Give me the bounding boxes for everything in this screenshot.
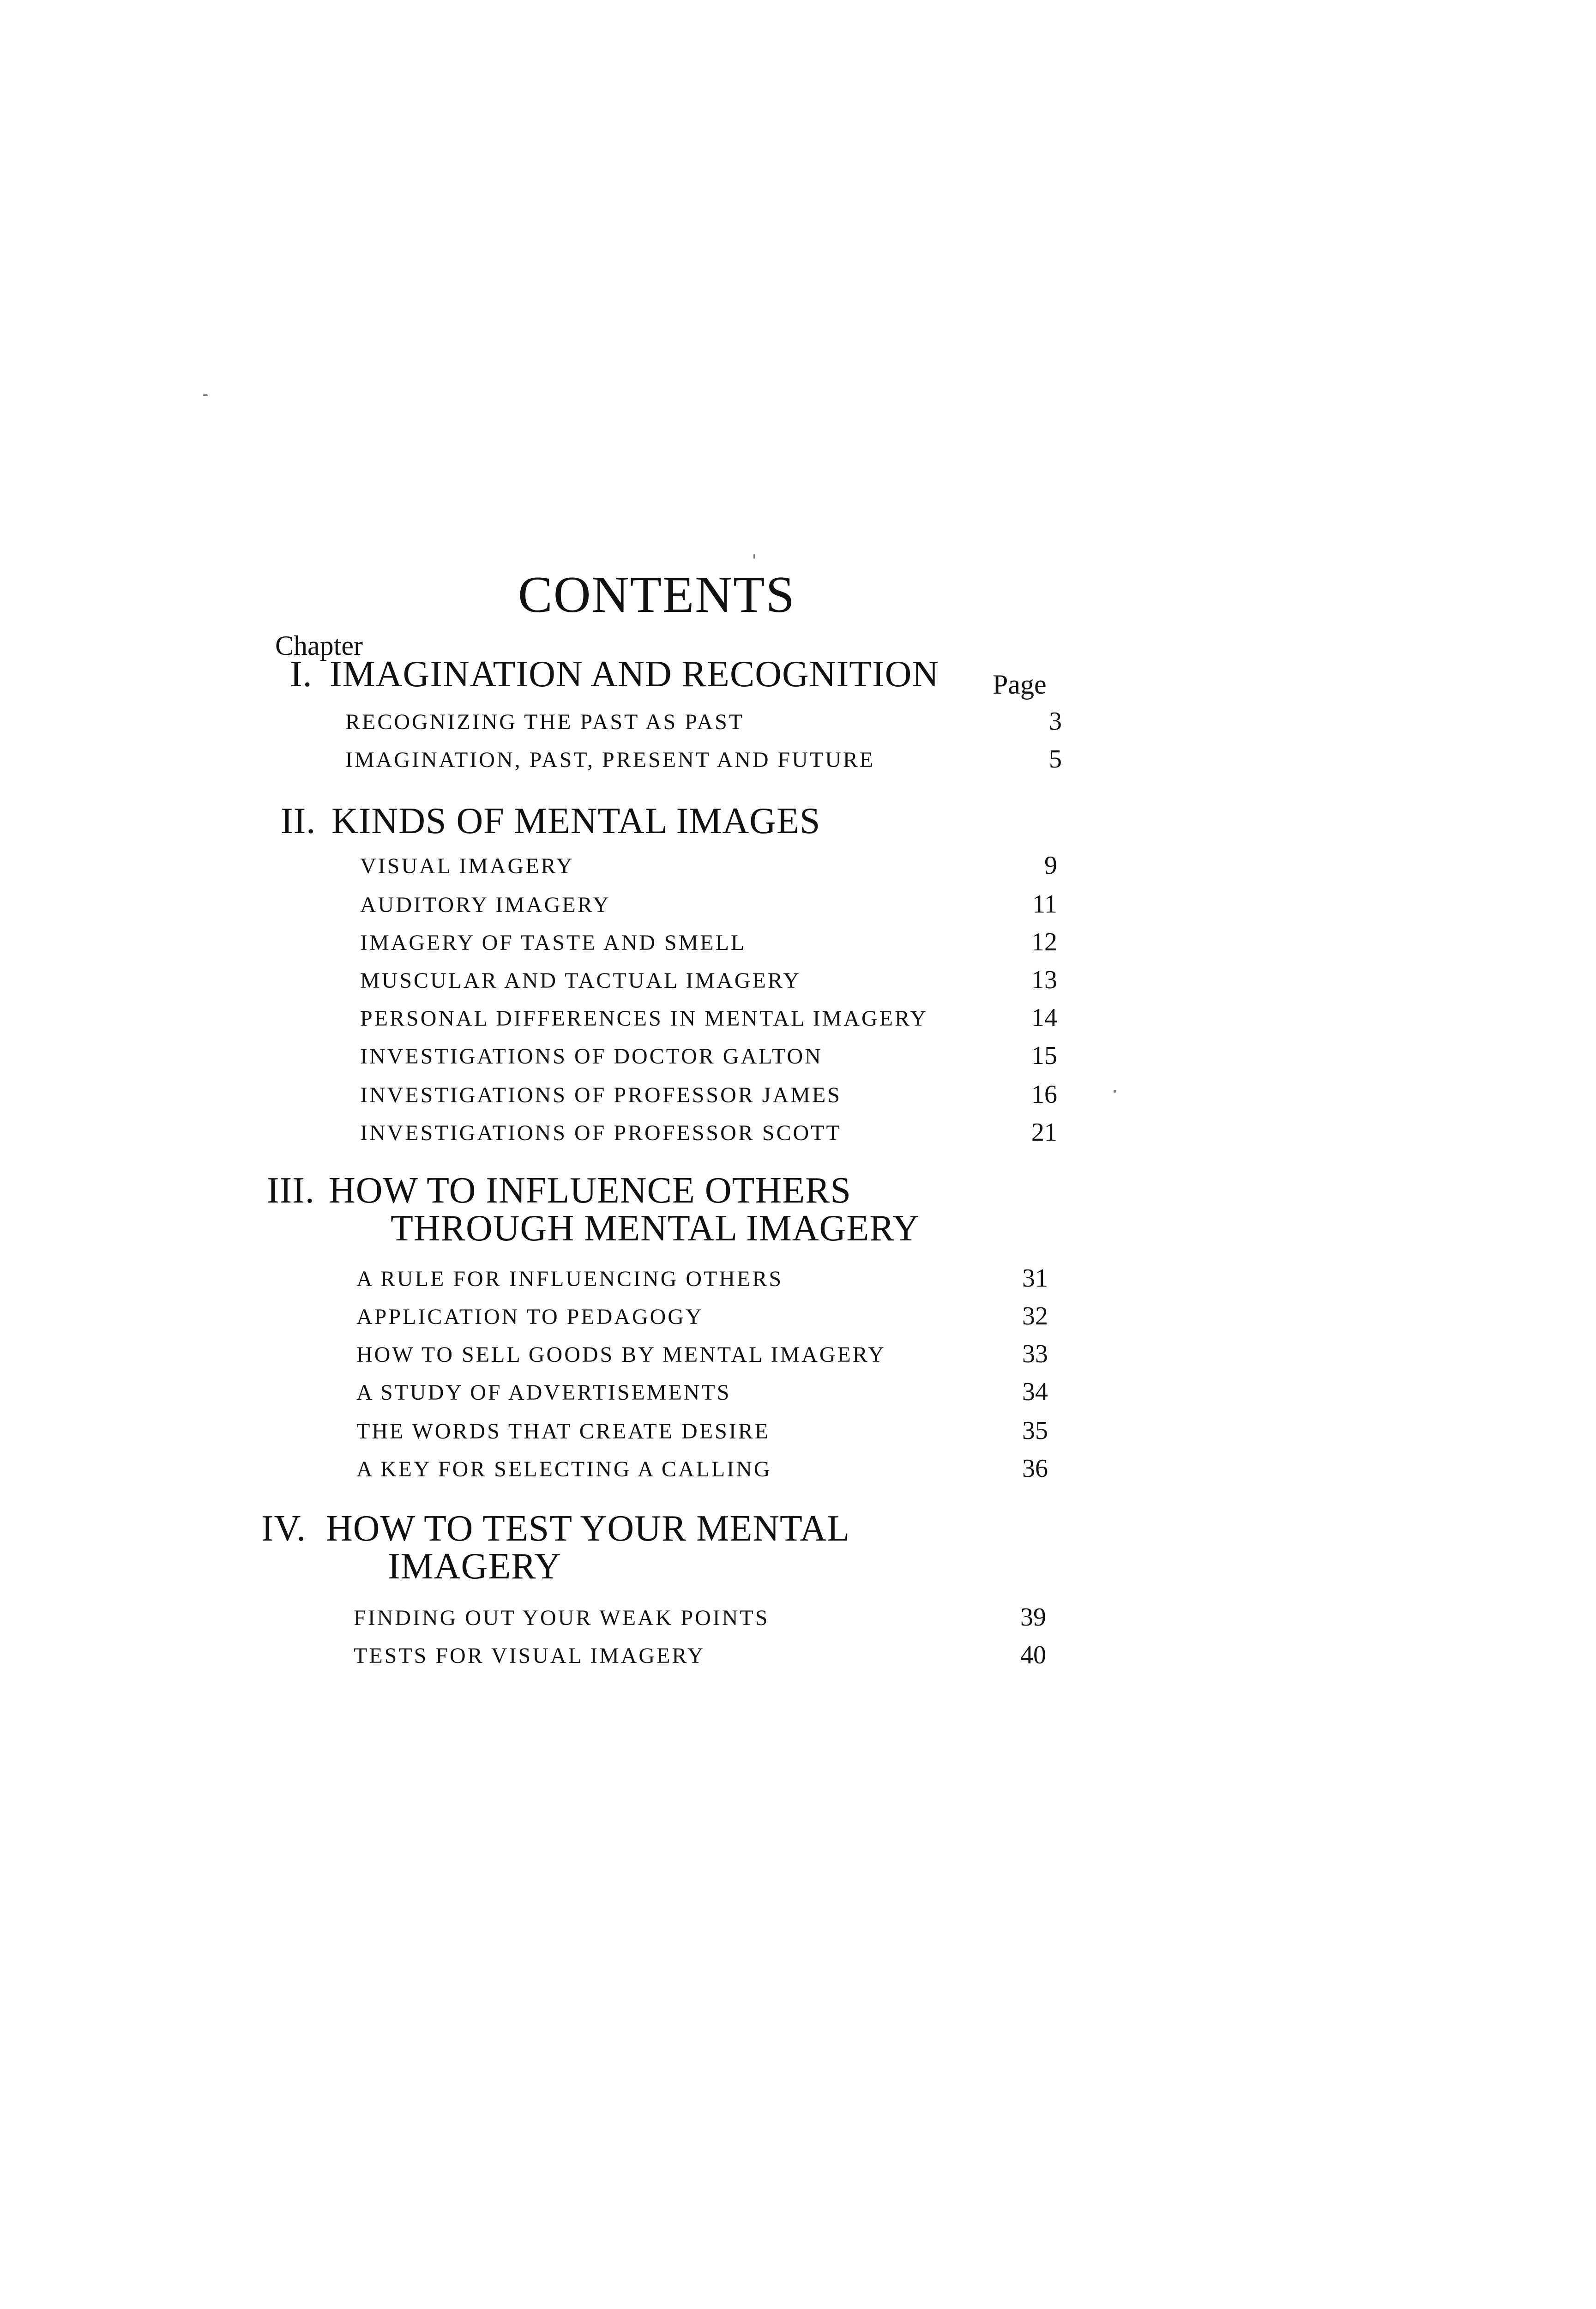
section-page-number: 16 [1031, 1080, 1057, 1109]
section-entry: IMAGERY OF TASTE AND SMELL [360, 931, 747, 955]
section-entry: VISUAL IMAGERY [360, 854, 574, 878]
section-page-number: 3 [1049, 707, 1062, 736]
section-page-number: 40 [1020, 1641, 1046, 1669]
section-page-number: 15 [1031, 1041, 1057, 1070]
section-entry: AUDITORY IMAGERY [360, 893, 611, 917]
chapter-title: KINDS OF MENTAL IMAGES [331, 801, 821, 841]
scan-speck [1114, 1090, 1116, 1093]
scan-speck [203, 394, 208, 396]
section-entry: INVESTIGATIONS OF PROFESSOR JAMES [360, 1083, 842, 1107]
section-entry: TESTS FOR VISUAL IMAGERY [354, 1644, 705, 1668]
section-entry: FINDING OUT YOUR WEAK POINTS [354, 1606, 770, 1630]
section-entry: INVESTIGATIONS OF DOCTOR GALTON [360, 1044, 823, 1069]
section-entry: A RULE FOR INFLUENCING OTHERS [356, 1267, 783, 1291]
scan-speck [753, 554, 755, 559]
contents-title: CONTENTS [518, 566, 795, 623]
section-page-number: 31 [1022, 1264, 1048, 1293]
chapter-numeral: II. [281, 801, 316, 841]
section-entry: PERSONAL DIFFERENCES IN MENTAL IMAGERY [360, 1006, 928, 1031]
section-page-number: 9 [1044, 851, 1057, 880]
section-entry: APPLICATION TO PEDAGOGY [356, 1305, 704, 1329]
section-page-number: 39 [1020, 1603, 1046, 1632]
page-column-label: Page [993, 669, 1047, 700]
section-page-number: 34 [1022, 1378, 1048, 1406]
chapter-title: HOW TO TEST YOUR MENTAL [326, 1508, 850, 1549]
chapter-column-label: Chapter [275, 630, 363, 661]
section-page-number: 33 [1022, 1340, 1048, 1368]
section-page-number: 13 [1031, 966, 1057, 994]
section-entry: INVESTIGATIONS OF PROFESSOR SCOTT [360, 1121, 842, 1145]
section-page-number: 11 [1032, 890, 1057, 919]
section-entry: A KEY FOR SELECTING A CALLING [356, 1457, 772, 1481]
section-page-number: 14 [1031, 1003, 1057, 1032]
chapter-numeral: I. [290, 654, 313, 695]
section-page-number: 36 [1022, 1454, 1048, 1483]
chapter-title-continued: IMAGERY [388, 1546, 561, 1587]
chapter-numeral: III. [267, 1170, 315, 1211]
chapter-numeral: IV. [261, 1508, 307, 1549]
section-page-number: 21 [1031, 1118, 1057, 1147]
section-page-number: 32 [1022, 1302, 1048, 1330]
section-page-number: 35 [1022, 1416, 1048, 1445]
section-entry: A STUDY OF ADVERTISEMENTS [356, 1380, 731, 1405]
chapter-title: IMAGINATION AND RECOGNITION [330, 654, 940, 695]
section-page-number: 5 [1049, 745, 1062, 774]
chapter-title-continued: THROUGH MENTAL IMAGERY [391, 1208, 920, 1249]
section-entry: HOW TO SELL GOODS BY MENTAL IMAGERY [356, 1342, 886, 1367]
section-entry: THE WORDS THAT CREATE DESIRE [356, 1419, 771, 1444]
section-entry: IMAGINATION, PAST, PRESENT AND FUTURE [345, 748, 875, 772]
chapter-title: HOW TO INFLUENCE OTHERS [329, 1170, 851, 1211]
section-page-number: 12 [1031, 928, 1057, 956]
section-entry: MUSCULAR AND TACTUAL IMAGERY [360, 968, 801, 993]
section-entry: RECOGNIZING THE PAST AS PAST [345, 710, 745, 734]
